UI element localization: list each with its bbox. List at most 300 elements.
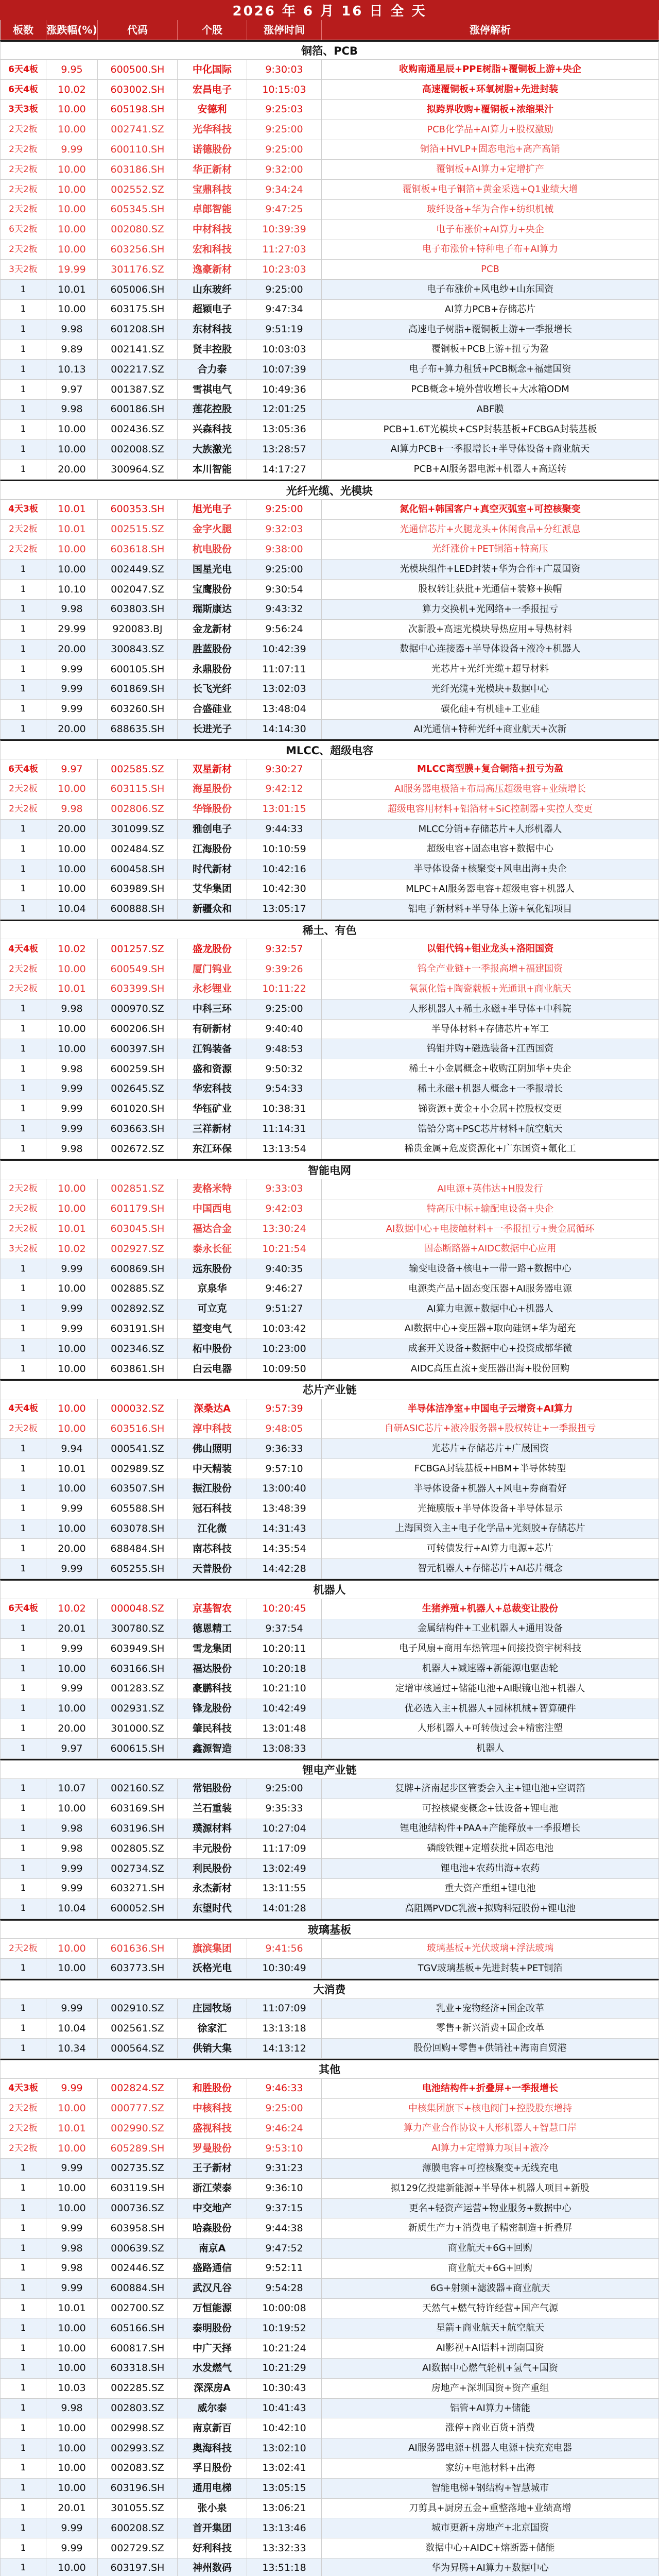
reason-cell: 玻纤设备+华为合作+纺织机械 (322, 200, 659, 219)
reason-cell: AI数据中心+变压器+取向硅钢+华为超充 (322, 1319, 659, 1339)
reason-cell: AI光通信+特种光纤+商业航天+次新 (322, 720, 659, 739)
stock-row (0, 1279, 659, 1299)
code-cell: 603197.SH (98, 2558, 178, 2576)
stock-row (0, 2459, 659, 2479)
change-cell: 9.99 (46, 1319, 98, 1339)
code-cell: 603507.SH (98, 1479, 178, 1499)
board-cell: 1 (0, 2499, 46, 2518)
change-cell: 9.89 (46, 340, 98, 360)
time-cell: 13:02:49 (247, 1859, 322, 1878)
change-cell: 10.00 (46, 100, 98, 120)
reason-cell: AI数据中心燃气轮机+氢气+国资 (322, 2359, 659, 2378)
reason-cell: 华为昇腾+AI算力+数据中心 (322, 2558, 659, 2576)
reason-cell: 光通信芯片+火腿龙头+休闲食品+分红派息 (322, 520, 659, 539)
change-cell: 9.99 (46, 1679, 98, 1699)
board-cell: 1 (0, 820, 46, 839)
stock-name-cell: 利民股份 (178, 1859, 247, 1878)
stock-row (0, 1059, 659, 1079)
code-cell: 301055.SZ (98, 2499, 178, 2518)
change-cell: 29.99 (46, 620, 98, 639)
board-cell: 6天4板 (0, 759, 46, 779)
reason-cell: 房地产+深圳国资+资产重组 (322, 2379, 659, 2398)
reason-cell: 电子风扇+商用车热管理+间接投资宇树科技 (322, 1639, 659, 1658)
stock-row (0, 2538, 659, 2558)
board-cell: 1 (0, 1779, 46, 1799)
section-header: 光纤光缆、光模块 (0, 480, 659, 500)
change-cell: 20.00 (46, 1539, 98, 1558)
stock-row (0, 1999, 659, 2019)
time-cell: 9:25:00 (247, 1779, 322, 1799)
code-cell: 603803.SH (98, 600, 178, 619)
stock-row (0, 700, 659, 720)
code-cell: 603271.SH (98, 1879, 178, 1899)
reason-cell: FCBGA封装基板+HBM+半导体转型 (322, 1459, 659, 1479)
stock-row (0, 2338, 659, 2359)
code-cell: 002885.SZ (98, 1279, 178, 1299)
change-cell: 10.00 (46, 180, 98, 199)
time-cell: 10:27:04 (247, 1819, 322, 1839)
code-cell: 601020.SH (98, 1099, 178, 1119)
stock-name-cell: 雅创电子 (178, 820, 247, 839)
board-cell: 3天2板 (0, 1239, 46, 1259)
code-cell: 002931.SZ (98, 1699, 178, 1719)
board-cell: 6天4板 (0, 80, 46, 99)
board-cell: 1 (0, 1899, 46, 1919)
code-cell: 002008.SZ (98, 440, 178, 460)
time-cell: 10:09:50 (247, 1359, 322, 1379)
reason-cell: 超级电容+固态电容+数据中心 (322, 839, 659, 859)
stock-row (0, 2279, 659, 2299)
time-cell: 14:31:43 (247, 1519, 322, 1539)
time-cell: 14:01:28 (247, 1899, 322, 1919)
change-cell: 9.97 (46, 1739, 98, 1758)
stock-row (0, 1519, 659, 1539)
stock-row (0, 879, 659, 900)
stock-name-cell: 宝鼎科技 (178, 180, 247, 199)
stock-name-cell: 南芯科技 (178, 1539, 247, 1558)
stock-row (0, 60, 659, 80)
stock-name-cell: 华锋股份 (178, 800, 247, 819)
board-cell: 2天2板 (0, 140, 46, 160)
change-cell: 10.00 (46, 2558, 98, 2576)
time-cell: 13:30:24 (247, 1219, 322, 1239)
reason-cell: 可转债发行+AI算力电源+芯片 (322, 1539, 659, 1558)
time-cell: 9:32:00 (247, 160, 322, 179)
change-cell: 9.97 (46, 380, 98, 399)
board-cell: 1 (0, 1439, 46, 1459)
board-cell: 1 (0, 1059, 46, 1079)
stock-name-cell: 旗滨集团 (178, 1939, 247, 1958)
board-cell: 2天2板 (0, 800, 46, 819)
time-cell: 9:32:03 (247, 520, 322, 539)
board-cell: 1 (0, 1559, 46, 1579)
board-cell: 4天3板 (0, 500, 46, 519)
time-cell: 12:01:25 (247, 400, 322, 419)
time-cell: 9:46:33 (247, 2079, 322, 2098)
change-cell: 9.99 (46, 2218, 98, 2238)
stock-name-cell: 贤丰控股 (178, 340, 247, 360)
stock-name-cell: 豪鹏科技 (178, 1679, 247, 1699)
change-cell: 9.99 (46, 1099, 98, 1119)
change-cell: 10.00 (46, 160, 98, 179)
time-cell: 10:41:43 (247, 2399, 322, 2418)
change-cell: 9.99 (46, 1120, 98, 1139)
stock-name-cell: 兴森科技 (178, 420, 247, 439)
change-cell: 19.99 (46, 260, 98, 279)
change-cell: 9.98 (46, 2399, 98, 2418)
reason-cell: 智能电梯+钢结构+智慧城市 (322, 2479, 659, 2498)
reason-cell: AIDC高压直流+变压器出海+股份回购 (322, 1359, 659, 1379)
time-cell: 9:57:10 (247, 1459, 322, 1479)
time-cell: 10:42:30 (247, 879, 322, 899)
time-cell: 9:44:38 (247, 2218, 322, 2238)
change-cell: 10.00 (46, 2459, 98, 2478)
section-header: 机器人 (0, 1579, 659, 1599)
reason-cell: 家纺+电池材料+出海 (322, 2459, 659, 2478)
section-header: 铜箔、PCB (0, 40, 659, 60)
board-cell: 2天2板 (0, 520, 46, 539)
stock-row (0, 1819, 659, 1839)
stock-name-cell: 威尔泰 (178, 2399, 247, 2418)
stock-row (0, 180, 659, 200)
board-cell: 1 (0, 2299, 46, 2318)
stock-row (0, 2218, 659, 2239)
time-cell: 9:54:33 (247, 1079, 322, 1099)
change-cell: 9.98 (46, 320, 98, 340)
board-cell: 1 (0, 1279, 46, 1299)
reason-cell: 电池结构件+折叠屏+一季报增长 (322, 2079, 659, 2098)
board-cell: 3天2板 (0, 260, 46, 279)
change-cell: 10.13 (46, 360, 98, 379)
stock-name-cell: 中天精装 (178, 1459, 247, 1479)
board-cell: 1 (0, 2199, 46, 2218)
stock-name-cell: 深桑达A (178, 1399, 247, 1419)
stock-row (0, 680, 659, 700)
stock-name-cell: 南京新百 (178, 2418, 247, 2438)
change-cell: 9.99 (46, 2079, 98, 2098)
time-cell: 9:30:54 (247, 580, 322, 599)
stock-name-cell: 通用电梯 (178, 2479, 247, 2498)
code-cell: 300964.SZ (98, 460, 178, 479)
change-cell: 10.00 (46, 2099, 98, 2119)
code-cell: 002561.SZ (98, 2019, 178, 2038)
change-cell: 10.00 (46, 2139, 98, 2158)
change-cell: 10.00 (46, 2438, 98, 2458)
board-cell: 1 (0, 839, 46, 859)
reason-cell: 商业航天+6G+回购 (322, 2259, 659, 2278)
board-cell: 1 (0, 640, 46, 659)
reason-cell: 上海国资入主+电子化学品+光刻胶+存储芯片 (322, 1519, 659, 1539)
stock-name-cell: 江化微 (178, 1519, 247, 1539)
section-header: 芯片产业链 (0, 1379, 659, 1399)
code-cell: 603078.SH (98, 1519, 178, 1539)
change-cell: 10.00 (46, 2479, 98, 2498)
change-cell: 20.00 (46, 820, 98, 839)
change-cell: 10.10 (46, 580, 98, 599)
time-cell: 9:47:34 (247, 300, 322, 319)
reason-cell: 涨停+商业百货+消费 (322, 2418, 659, 2438)
reason-cell: 股权转让获批+光通信+装修+换帽 (322, 580, 659, 599)
stock-row (0, 800, 659, 820)
code-cell: 000736.SZ (98, 2199, 178, 2218)
time-cell: 9:57:39 (247, 1399, 322, 1419)
code-cell: 002735.SZ (98, 2159, 178, 2178)
stock-row (0, 959, 659, 979)
stock-name-cell: 泰明股份 (178, 2318, 247, 2338)
reason-cell: 光掩膜版+半导体设备+半导体显示 (322, 1499, 659, 1519)
stock-row (0, 500, 659, 520)
time-cell: 13:02:41 (247, 2459, 322, 2478)
board-cell: 1 (0, 2558, 46, 2576)
stock-name-cell: 瑞斯康达 (178, 600, 247, 619)
time-cell: 9:39:26 (247, 959, 322, 979)
stock-row (0, 900, 659, 920)
board-cell: 1 (0, 2479, 46, 2498)
stock-name-cell: 庄园牧场 (178, 1999, 247, 2019)
column-header-row (0, 20, 659, 40)
reason-cell: PCB+AI服务器电源+机器人+高送转 (322, 460, 659, 479)
reason-cell: 数据中心连接器+半导体设备+液冷+机器人 (322, 640, 659, 659)
stock-name-cell: 德恩精工 (178, 1619, 247, 1639)
code-cell: 001387.SZ (98, 380, 178, 399)
board-cell: 6天4板 (0, 1599, 46, 1619)
stock-name-cell: 超颖电子 (178, 300, 247, 319)
code-cell: 002910.SZ (98, 1999, 178, 2019)
stock-name-cell: 江海股份 (178, 839, 247, 859)
code-cell: 603256.SH (98, 240, 178, 260)
stock-name-cell: 山东玻纤 (178, 280, 247, 299)
reason-cell: 电子布+算力租赁+PCB概念+福建国资 (322, 360, 659, 379)
time-cell: 10:21:29 (247, 2359, 322, 2378)
report-title: 2026 年 6 月 16 日 全 天 (0, 0, 659, 20)
time-cell: 9:46:27 (247, 1279, 322, 1299)
code-cell: 002805.SZ (98, 1839, 178, 1858)
stock-row (0, 100, 659, 120)
stock-row (0, 1359, 659, 1379)
stock-row (0, 1139, 659, 1159)
code-cell: 002446.SZ (98, 2259, 178, 2278)
time-cell: 10:23:03 (247, 260, 322, 279)
code-cell: 600105.SH (98, 659, 178, 679)
stock-row (0, 420, 659, 440)
time-cell: 9:43:32 (247, 600, 322, 619)
time-cell: 13:01:48 (247, 1719, 322, 1739)
stock-row (0, 2379, 659, 2399)
time-cell: 13:28:57 (247, 440, 322, 460)
stock-row (0, 2318, 659, 2338)
code-cell: 002990.SZ (98, 2119, 178, 2138)
board-cell: 1 (0, 1099, 46, 1119)
stock-row (0, 1239, 659, 1259)
code-cell: 000564.SZ (98, 2039, 178, 2058)
time-cell: 9:40:40 (247, 1020, 322, 1039)
reason-cell: AI服务器电源+机器人电源+快充充电器 (322, 2438, 659, 2458)
stock-row (0, 2418, 659, 2438)
board-cell: 1 (0, 1799, 46, 1819)
board-cell: 1 (0, 2518, 46, 2538)
time-cell: 9:25:00 (247, 500, 322, 519)
stock-name-cell: 肇民科技 (178, 1719, 247, 1739)
board-cell: 1 (0, 900, 46, 919)
change-cell: 10.00 (46, 1479, 98, 1499)
board-cell: 1 (0, 2418, 46, 2438)
change-cell: 10.00 (46, 1659, 98, 1679)
reason-cell: 玻璃基板+光伏玻璃+浮法玻璃 (322, 1939, 659, 1958)
reason-cell: 生猪养殖+机器人+总裁变让股份 (322, 1599, 659, 1619)
reason-cell: 稀土+小金属概念+收购江阴加华+央企 (322, 1059, 659, 1079)
board-cell: 2天2板 (0, 120, 46, 140)
reason-cell: 6G+射频+滤波器+商业航天 (322, 2279, 659, 2298)
change-cell: 10.01 (46, 1459, 98, 1479)
board-cell: 1 (0, 2159, 46, 2178)
stock-name-cell: 王子新材 (178, 2159, 247, 2178)
stock-name-cell: 天普股份 (178, 1559, 247, 1579)
stock-row (0, 1219, 659, 1240)
time-cell: 13:05:15 (247, 2479, 322, 2498)
stock-name-cell: 长飞光纤 (178, 680, 247, 699)
stock-name-cell: 莲花控股 (178, 400, 247, 419)
change-cell: 10.00 (46, 839, 98, 859)
reason-cell: 碳化硅+有机硅+工业硅 (322, 700, 659, 719)
stock-row (0, 1479, 659, 1499)
stock-row (0, 1699, 659, 1719)
reason-cell: AI数据中心+电接触材料+一季报扭亏+贵金属循环 (322, 1219, 659, 1239)
change-cell: 9.98 (46, 2259, 98, 2278)
board-cell: 1 (0, 2538, 46, 2558)
code-cell: 603958.SH (98, 2218, 178, 2238)
code-cell: 600884.SH (98, 2279, 178, 2298)
stock-row (0, 1639, 659, 1659)
board-cell: 1 (0, 2359, 46, 2378)
stock-row (0, 1719, 659, 1739)
reason-cell: 覆铜板+AI算力+定增扩产 (322, 160, 659, 179)
stock-row (0, 1099, 659, 1120)
stock-row (0, 1199, 659, 1219)
stock-name-cell: 中国西电 (178, 1199, 247, 1219)
code-cell: 002729.SZ (98, 2538, 178, 2558)
reason-cell: 高速电子树脂+覆铜板上游+一季报增长 (322, 320, 659, 340)
board-cell: 1 (0, 580, 46, 599)
stock-row (0, 1299, 659, 1319)
code-cell: 600353.SH (98, 500, 178, 519)
time-cell: 13:13:18 (247, 2019, 322, 2038)
stock-name-cell: 大族激光 (178, 440, 247, 460)
section-header: 大消费 (0, 1979, 659, 1999)
stock-name-cell: 深深房A (178, 2379, 247, 2398)
board-cell: 2天2板 (0, 2099, 46, 2119)
reason-cell: 高阻隔PVDC乳液+拟购科冠股份+锂电池 (322, 1899, 659, 1919)
board-cell: 1 (0, 2399, 46, 2418)
time-cell: 9:51:27 (247, 1299, 322, 1319)
reason-cell: MLCC分销+存储芯片+人形机器人 (322, 820, 659, 839)
stock-name-cell: 中科三环 (178, 999, 247, 1019)
code-cell: 002080.SZ (98, 220, 178, 240)
stock-name-cell: 杭电股份 (178, 540, 247, 560)
stock-name-cell: 逸豪新材 (178, 260, 247, 279)
code-cell: 600549.SH (98, 959, 178, 979)
stock-row (0, 220, 659, 240)
reason-cell: AI算力+定增算力项目+液冷 (322, 2139, 659, 2158)
time-cell: 9:25:00 (247, 140, 322, 160)
stock-name-cell: 光华科技 (178, 120, 247, 140)
change-cell: 9.99 (46, 2518, 98, 2538)
change-cell: 9.99 (46, 2538, 98, 2558)
time-cell: 13:02:03 (247, 680, 322, 699)
reason-cell: 重大资产重组+锂电池 (322, 1879, 659, 1899)
col-header-code: 代码 (98, 20, 178, 40)
change-cell: 10.00 (46, 540, 98, 560)
change-cell: 9.98 (46, 600, 98, 619)
time-cell: 9:47:25 (247, 200, 322, 219)
board-cell: 1 (0, 1519, 46, 1539)
change-cell: 20.01 (46, 1619, 98, 1639)
code-cell: 603186.SH (98, 160, 178, 179)
change-cell: 10.02 (46, 1239, 98, 1259)
time-cell: 10:21:24 (247, 2338, 322, 2358)
change-cell: 9.99 (46, 1859, 98, 1878)
code-cell: 002734.SZ (98, 1859, 178, 1878)
code-cell: 603861.SH (98, 1359, 178, 1379)
change-cell: 10.02 (46, 939, 98, 959)
board-cell: 2天2板 (0, 1199, 46, 1219)
code-cell: 603618.SH (98, 540, 178, 560)
code-cell: 002989.SZ (98, 1459, 178, 1479)
change-cell: 10.00 (46, 1959, 98, 1978)
code-cell: 301000.SZ (98, 1719, 178, 1739)
board-cell: 1 (0, 420, 46, 439)
reason-cell: 算力产业合作协议+人形机器人+智慧口岸 (322, 2119, 659, 2138)
change-cell: 10.00 (46, 1020, 98, 1039)
section-header: MLCC、超级电容 (0, 739, 659, 759)
stock-name-cell: 哈森股份 (178, 2218, 247, 2238)
time-cell: 10:30:49 (247, 1959, 322, 1978)
stock-row (0, 460, 659, 480)
change-cell: 20.00 (46, 720, 98, 739)
board-cell: 1 (0, 400, 46, 419)
stock-row (0, 1939, 659, 1959)
stock-row (0, 440, 659, 460)
reason-cell: 以钼代钨+钼业龙头+洛阳国资 (322, 939, 659, 959)
stock-row (0, 2019, 659, 2039)
code-cell: 000032.SZ (98, 1399, 178, 1419)
code-cell: 600397.SH (98, 1039, 178, 1059)
code-cell: 603196.SH (98, 1819, 178, 1839)
stock-row (0, 759, 659, 779)
change-cell: 20.00 (46, 460, 98, 479)
board-cell: 1 (0, 720, 46, 739)
stock-row (0, 580, 659, 600)
code-cell: 002217.SZ (98, 360, 178, 379)
code-cell: 301176.SZ (98, 260, 178, 279)
code-cell: 002083.SZ (98, 2459, 178, 2478)
reason-cell: 光纤涨价+PET铜箔+特高压 (322, 540, 659, 560)
board-cell: 1 (0, 1120, 46, 1139)
stock-row (0, 1619, 659, 1639)
stock-name-cell: 水发燃气 (178, 2359, 247, 2378)
code-cell: 603115.SH (98, 779, 178, 799)
stock-row (0, 2079, 659, 2099)
reason-cell: PCB化学品+AI算力+股权激励 (322, 120, 659, 140)
board-cell: 1 (0, 1479, 46, 1499)
time-cell: 13:48:04 (247, 700, 322, 719)
stock-row (0, 240, 659, 260)
reason-cell: 电子布涨价+风电纱+山东国资 (322, 280, 659, 299)
time-cell: 9:52:11 (247, 2259, 322, 2278)
stock-row (0, 1799, 659, 1819)
stock-name-cell: 永杉锂业 (178, 979, 247, 999)
change-cell: 10.00 (46, 1199, 98, 1219)
stock-row (0, 1439, 659, 1459)
